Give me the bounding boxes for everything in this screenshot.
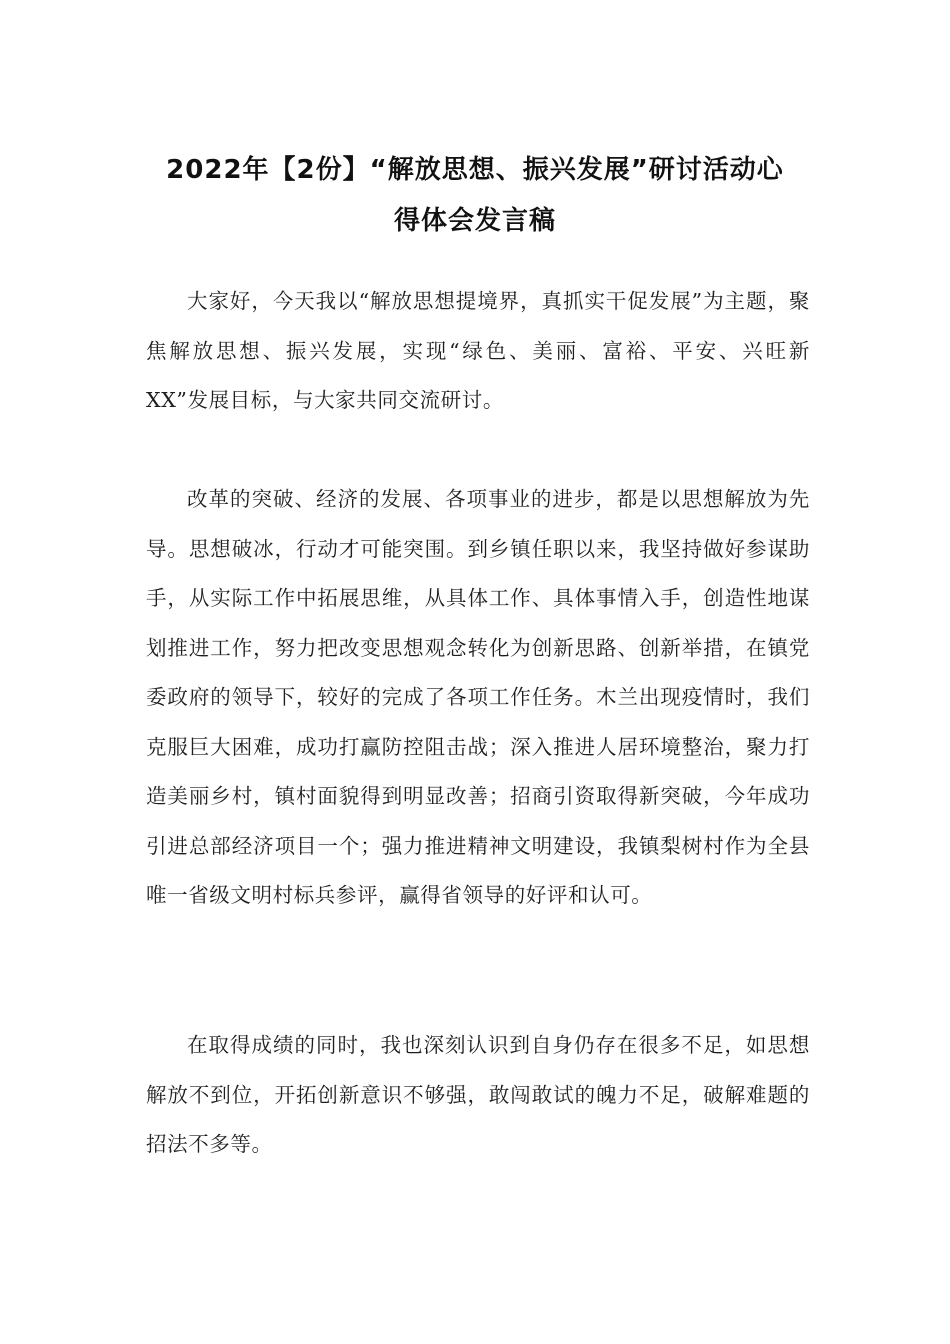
paragraph-shortcomings: 在取得成绩的同时，我也深刻认识到自身仍存在很多不足，如思想解放不到位，开拓创新意识不够强，敢闯敢试的魄力不足，破解难题的招法不多等。	[146, 1033, 810, 1156]
document-title	[120, 145, 830, 247]
paragraph-achievements: 改革的突破、经济的发展、各项事业的进步，都是以思想解放为先导。思想破冰，行动才可能突围。到乡镇任职以来，我坚持做好参谋助手，从实际工作中拓展思维，从具体工作、具体事情入手，创造性地谋划推进工作，努力把改变思想观念转化为创新思路、创新举措，在镇党委政府的领导下，较好的完成了各项工作任务。木兰出现疫情时，我们克服巨大困难，成功打赢防控阻击战；深入推进人居环境整治，聚力打造美丽乡村，镇村面貌得到明显改善；招商引资取得新突破，今年成功引进总部经济项目一个；强力推进精神文明建设，我镇梨树村作为全县唯一省级文明村标兵参评，赢得省领导的好评和认可。	[146, 487, 810, 907]
paragraph-greeting: 大家好，今天我以“解放思想提境界，真抓实干促发展”为主题，聚焦解放思想、振兴发展，实现“绿色、美丽、富裕、平安、兴旺新XX”发展目标，与大家共同交流研讨。	[146, 289, 810, 412]
title-line-1: 2022年【2份】“解放思想、振兴发展”研讨活动心	[166, 155, 784, 186]
title-line-2: 得体会发言稿	[393, 206, 556, 237]
